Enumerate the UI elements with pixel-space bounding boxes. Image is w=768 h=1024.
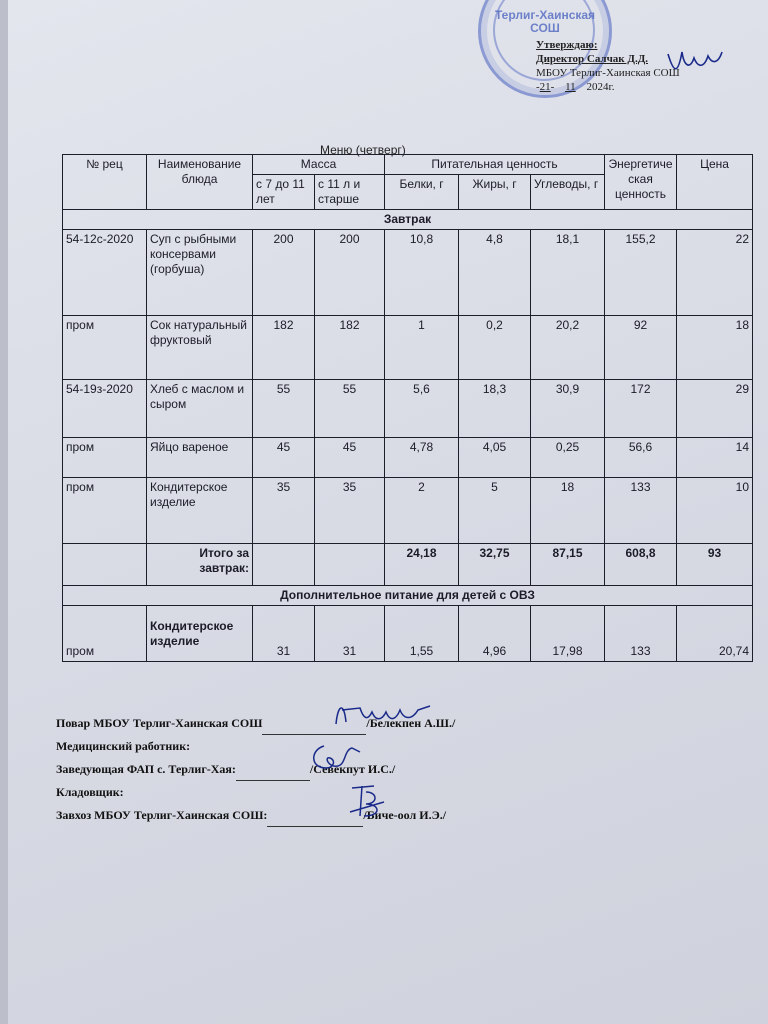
header-rec: № рец bbox=[63, 155, 147, 210]
cell-protein: 4,78 bbox=[385, 438, 459, 478]
cell-price: 10 bbox=[677, 478, 753, 544]
cell-fat: 4,8 bbox=[459, 230, 531, 316]
cell-mass-1: 182 bbox=[253, 316, 315, 380]
header-carbs: Углеводы, г bbox=[531, 175, 605, 210]
cell-carbs: 30,9 bbox=[531, 380, 605, 438]
fap-signature-icon bbox=[304, 738, 364, 776]
extra-price: 20,74 bbox=[677, 606, 753, 662]
header-price: Цена bbox=[677, 155, 753, 210]
cell-rec: 54-19з-2020 bbox=[63, 380, 147, 438]
extra-rec: пром bbox=[63, 606, 147, 662]
cell-price: 14 bbox=[677, 438, 753, 478]
header-nutrition: Питательная ценность bbox=[385, 155, 605, 175]
cell-rec: пром bbox=[63, 438, 147, 478]
table-row bbox=[63, 438, 753, 478]
cell-rec: пром bbox=[63, 478, 147, 544]
seal-line-2: СОШ bbox=[530, 21, 560, 35]
total-price: 93 bbox=[677, 544, 753, 586]
cell-protein: 2 bbox=[385, 478, 459, 544]
section-extra-label: Дополнительное питание для детей с ОВЗ bbox=[63, 586, 753, 606]
total-label: Итого за завтрак: bbox=[147, 544, 253, 586]
table-row bbox=[63, 478, 753, 544]
cell-empty bbox=[63, 544, 147, 586]
section-breakfast bbox=[63, 210, 753, 230]
cell-empty bbox=[253, 544, 315, 586]
total-carbs: 87,15 bbox=[531, 544, 605, 586]
approval-title: Утверждаю: bbox=[536, 39, 598, 51]
cell-name: Кондитерское изделие bbox=[147, 478, 253, 544]
supply-label: Завхоз МБОУ Терлиг-Хаинская СОШ: bbox=[56, 808, 268, 822]
supply-signature-line bbox=[56, 804, 455, 827]
approval-date-month: 11 bbox=[565, 81, 576, 93]
header-mass: Масса bbox=[253, 155, 385, 175]
cell-energy: 133 bbox=[605, 478, 677, 544]
extra-fat: 4,96 bbox=[459, 606, 531, 662]
table-row bbox=[63, 380, 753, 438]
header-protein: Белки, г bbox=[385, 175, 459, 210]
cell-carbs: 18,1 bbox=[531, 230, 605, 316]
seal-line-1: Терлиг-Хаинская bbox=[494, 8, 596, 22]
extra-mass-1: 31 bbox=[253, 606, 315, 662]
cell-mass-2: 55 bbox=[315, 380, 385, 438]
medic-label: Медицинский работник: bbox=[56, 739, 191, 753]
total-energy: 608,8 bbox=[605, 544, 677, 586]
seal-text bbox=[489, 9, 601, 35]
header-age-7-11: с 7 до 11 лет bbox=[253, 175, 315, 210]
header-age-11-plus: с 11 л и старше bbox=[315, 175, 385, 210]
cell-energy: 172 bbox=[605, 380, 677, 438]
cell-mass-1: 200 bbox=[253, 230, 315, 316]
extra-mass-2: 31 bbox=[315, 606, 385, 662]
table-row bbox=[63, 230, 753, 316]
cell-protein: 5,6 bbox=[385, 380, 459, 438]
extra-carbs: 17,98 bbox=[531, 606, 605, 662]
extra-row bbox=[63, 606, 753, 662]
approval-block bbox=[536, 38, 680, 94]
cell-name: Хлеб с маслом и сыром bbox=[147, 380, 253, 438]
total-fat: 32,75 bbox=[459, 544, 531, 586]
cell-carbs: 18 bbox=[531, 478, 605, 544]
cook-label: Повар МБОУ Терлиг-Хаинская СОШ bbox=[56, 716, 263, 730]
total-protein: 24,18 bbox=[385, 544, 459, 586]
approval-director: Директор Салчак Д.Д. bbox=[536, 53, 649, 65]
cell-rec: 54-12с-2020 bbox=[63, 230, 147, 316]
director-signature-icon bbox=[664, 46, 726, 76]
extra-energy: 133 bbox=[605, 606, 677, 662]
signature-line bbox=[236, 766, 310, 781]
cell-mass-2: 35 bbox=[315, 478, 385, 544]
cook-name: /Белекпен А.Ш./ bbox=[366, 716, 456, 730]
supply-signature-icon bbox=[344, 782, 388, 822]
cook-signature-icon bbox=[330, 698, 434, 732]
cell-name: Яйцо вареное bbox=[147, 438, 253, 478]
cell-empty bbox=[315, 544, 385, 586]
cell-price: 22 bbox=[677, 230, 753, 316]
cell-mass-2: 182 bbox=[315, 316, 385, 380]
header-row-1 bbox=[63, 155, 753, 175]
cell-protein: 1 bbox=[385, 316, 459, 380]
storekeeper-label: Кладовщик: bbox=[56, 785, 124, 799]
cell-mass-2: 45 bbox=[315, 438, 385, 478]
cell-rec: пром bbox=[63, 316, 147, 380]
cell-energy: 155,2 bbox=[605, 230, 677, 316]
cell-price: 29 bbox=[677, 380, 753, 438]
total-row bbox=[63, 544, 753, 586]
cell-price: 18 bbox=[677, 316, 753, 380]
cell-fat: 18,3 bbox=[459, 380, 531, 438]
cell-energy: 56,6 bbox=[605, 438, 677, 478]
cell-fat: 0,2 bbox=[459, 316, 531, 380]
fap-name: /Севекпут И.С./ bbox=[309, 762, 396, 776]
table-row bbox=[63, 316, 753, 380]
approval-date-year: 2024г. bbox=[586, 81, 615, 93]
header-energy: Энергетическая ценность bbox=[605, 155, 677, 210]
cell-mass-1: 35 bbox=[253, 478, 315, 544]
approval-date-day: 21 bbox=[539, 81, 551, 93]
cell-fat: 4,05 bbox=[459, 438, 531, 478]
menu-title: Меню (четверг) bbox=[320, 143, 406, 157]
approval-date: -21- 11 2024г. bbox=[536, 81, 615, 93]
fap-signature-line bbox=[56, 758, 455, 781]
extra-name: Кондитерское изделие bbox=[147, 606, 253, 662]
cell-name: Сок натуральный фруктовый bbox=[147, 316, 253, 380]
cell-mass-1: 55 bbox=[253, 380, 315, 438]
cell-carbs: 0,25 bbox=[531, 438, 605, 478]
extra-protein: 1,55 bbox=[385, 606, 459, 662]
cell-protein: 10,8 bbox=[385, 230, 459, 316]
cell-energy: 92 bbox=[605, 316, 677, 380]
cell-name: Суп с рыбными консервами (горбуша) bbox=[147, 230, 253, 316]
cell-mass-2: 200 bbox=[315, 230, 385, 316]
header-fat: Жиры, г bbox=[459, 175, 531, 210]
cell-fat: 5 bbox=[459, 478, 531, 544]
header-name: Наименование блюда bbox=[147, 155, 253, 210]
supply-name: /Биче-оол И.Э./ bbox=[363, 808, 447, 822]
approval-school: МБОУ Терлиг-Хаинская СОШ bbox=[536, 67, 680, 79]
fap-label: Заведующая ФАП с. Терлиг-Хая: bbox=[56, 762, 236, 776]
cell-carbs: 20,2 bbox=[531, 316, 605, 380]
section-breakfast-label: Завтрак bbox=[63, 210, 753, 230]
cell-mass-1: 45 bbox=[253, 438, 315, 478]
menu-table bbox=[62, 154, 753, 662]
section-extra bbox=[63, 586, 753, 606]
